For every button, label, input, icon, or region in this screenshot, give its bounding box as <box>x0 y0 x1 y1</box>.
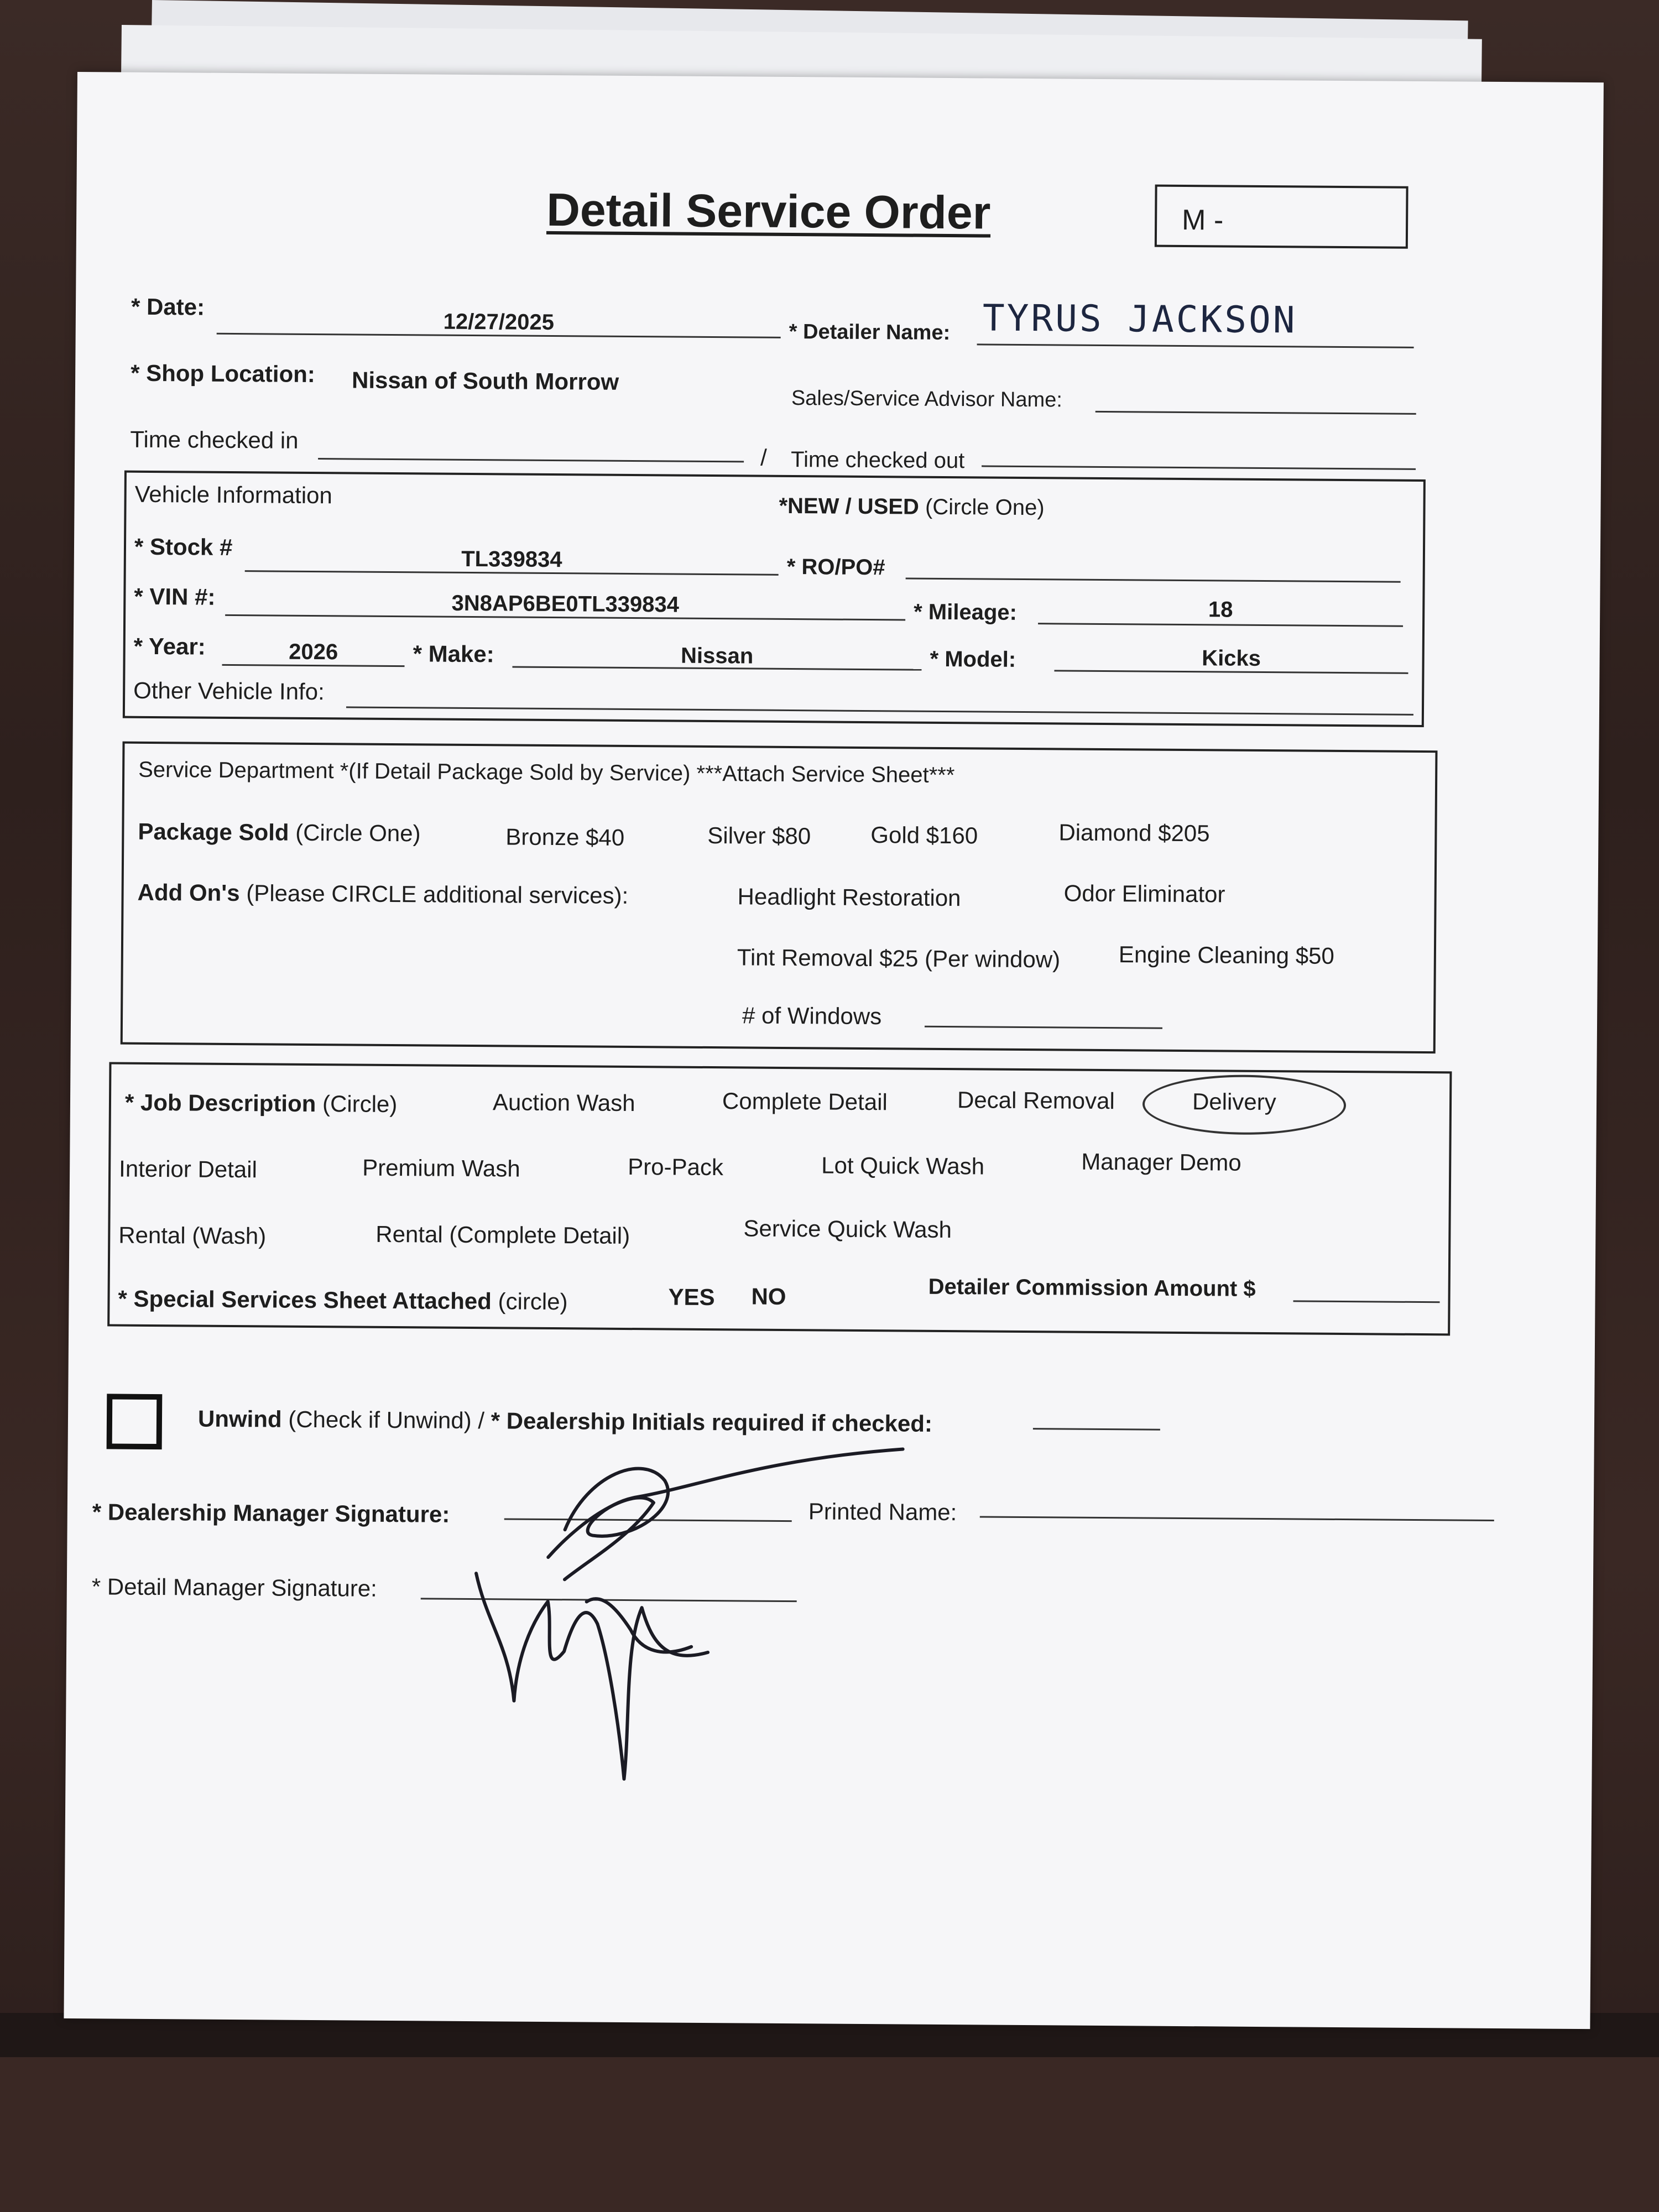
job-description-label <box>125 1089 398 1118</box>
time-out-line[interactable] <box>982 465 1416 469</box>
model-label: * Model: <box>930 646 1016 672</box>
printed-name-label: Printed Name: <box>808 1498 957 1526</box>
windows-count-line[interactable] <box>925 1026 1162 1029</box>
job-interior-detail[interactable]: Interior Detail <box>118 1155 258 1183</box>
unwind-label-bold: Unwind <box>197 1405 282 1432</box>
floor <box>0 2057 1659 2212</box>
package-diamond[interactable]: Diamond $205 <box>1058 819 1210 847</box>
sales-advisor-line[interactable] <box>1095 411 1416 415</box>
vin-label: * VIN #: <box>134 583 216 610</box>
package-gold[interactable]: Gold $160 <box>870 822 978 849</box>
commission-label: Detailer Commission Amount $ <box>928 1274 1256 1301</box>
model-value[interactable]: Kicks <box>1202 646 1261 671</box>
vehicle-info-heading: Vehicle Information <box>134 481 333 509</box>
detailer-name-value[interactable]: TYRUS JACKSON <box>982 296 1297 342</box>
job-manager-demo[interactable]: Manager Demo <box>1081 1148 1241 1176</box>
year-label: * Year: <box>133 633 206 660</box>
job-complete-detail[interactable]: Complete Detail <box>722 1088 888 1115</box>
dealership-initials-label: * Dealership Initials required if checked: <box>491 1407 933 1437</box>
form-title: Detail Service Order <box>546 183 991 239</box>
special-services-label <box>118 1286 567 1316</box>
special-services-label-bold: * Special Services Sheet Attached <box>118 1285 492 1314</box>
addons-label-bold: Add On's <box>137 879 240 906</box>
order-number-label: M - <box>1181 204 1224 237</box>
package-sold-label <box>138 818 420 847</box>
stock-value[interactable]: TL339834 <box>461 546 562 572</box>
detail-manager-signature-label: * Detail Manager Signature: <box>91 1573 378 1601</box>
shop-location-value[interactable]: Nissan of South Morrow <box>351 367 619 395</box>
vehicle-info-section <box>123 471 1426 727</box>
service-dept-heading: Service Department *(If Detail Package Sold by Service) ***Attach Service Sheet*** <box>138 757 955 788</box>
sales-advisor-label: Sales/Service Advisor Name: <box>791 387 1063 412</box>
package-bronze[interactable]: Bronze $40 <box>505 823 625 851</box>
new-used-field[interactable] <box>779 494 1044 520</box>
make-value[interactable]: Nissan <box>680 643 754 669</box>
date-value[interactable]: 12/27/2025 <box>443 309 555 335</box>
job-description-label-bold: * Job Description <box>124 1089 316 1117</box>
order-number-box[interactable] <box>1155 185 1408 249</box>
package-sold-label-bold: Package Sold <box>138 818 289 846</box>
time-in-line[interactable] <box>318 458 744 462</box>
detailer-name-label: * Detailer Name: <box>789 320 951 345</box>
service-order-form <box>64 72 1604 2029</box>
time-separator: / <box>760 444 767 471</box>
mileage-value[interactable]: 18 <box>1208 597 1233 622</box>
job-delivery[interactable]: Delivery <box>1192 1088 1276 1115</box>
year-value[interactable]: 2026 <box>289 639 338 665</box>
addons-label <box>137 879 628 909</box>
job-pro-pack[interactable]: Pro-Pack <box>628 1153 724 1181</box>
special-services-label-rest: (circle) <box>498 1288 568 1315</box>
addon-engine-cleaning[interactable]: Engine Cleaning $50 <box>1118 941 1335 969</box>
special-services-no[interactable]: NO <box>751 1283 786 1310</box>
mileage-label: * Mileage: <box>914 599 1018 625</box>
job-lot-quick-wash[interactable]: Lot Quick Wash <box>821 1152 985 1180</box>
shop-location-label: * Shop Location: <box>131 359 316 388</box>
job-decal-removal[interactable]: Decal Removal <box>957 1087 1115 1114</box>
stock-label: * Stock # <box>134 533 233 560</box>
mileage-line <box>1038 623 1403 627</box>
date-label: * Date: <box>131 293 205 320</box>
job-premium-wash[interactable]: Premium Wash <box>362 1154 520 1182</box>
make-label: * Make: <box>413 640 494 667</box>
addon-tint-removal[interactable]: Tint Removal $25 (Per window) <box>737 944 1061 973</box>
new-used-label: *NEW / USED <box>779 493 920 519</box>
job-auction-wash[interactable]: Auction Wash <box>492 1089 635 1117</box>
ro-po-line[interactable] <box>906 577 1401 582</box>
detailer-name-line <box>977 343 1414 348</box>
job-rental-wash[interactable]: Rental (Wash) <box>118 1222 267 1249</box>
job-description-section <box>107 1062 1452 1335</box>
time-out-label: Time checked out <box>790 447 965 473</box>
unwind-checkbox[interactable] <box>107 1394 163 1449</box>
time-in-label: Time checked in <box>130 426 299 453</box>
unwind-label-rest: (Check if Unwind) / <box>288 1406 485 1434</box>
job-rental-complete-detail[interactable]: Rental (Complete Detail) <box>375 1220 630 1249</box>
package-silver[interactable]: Silver $80 <box>707 822 811 849</box>
commission-line[interactable] <box>1293 1300 1440 1303</box>
job-service-quick-wash[interactable]: Service Quick Wash <box>743 1215 952 1243</box>
ro-po-label: * RO/PO# <box>786 554 885 580</box>
dealership-initials-line[interactable] <box>1033 1428 1160 1431</box>
addons-label-rest: (Please CIRCLE additional services): <box>246 880 629 909</box>
addon-odor-eliminator[interactable]: Odor Eliminator <box>1063 880 1225 907</box>
special-services-yes[interactable]: YES <box>668 1284 715 1311</box>
handwritten-signatures <box>419 1390 975 1792</box>
dealership-manager-signature-label: * Dealership Manager Signature: <box>92 1499 450 1527</box>
other-info-label: Other Vehicle Info: <box>133 677 325 705</box>
addon-headlight-restoration[interactable]: Headlight Restoration <box>737 883 961 911</box>
new-used-instruction: (Circle One) <box>925 494 1045 520</box>
service-department-section <box>121 742 1438 1054</box>
printed-name-line[interactable] <box>980 1516 1494 1521</box>
windows-count-label: # of Windows <box>742 1002 882 1030</box>
job-description-label-rest: (Circle) <box>322 1091 398 1118</box>
package-sold-label-rest: (Circle One) <box>295 819 421 847</box>
other-info-line[interactable] <box>346 706 1413 715</box>
vin-value[interactable]: 3N8AP6BE0TL339834 <box>451 591 680 617</box>
